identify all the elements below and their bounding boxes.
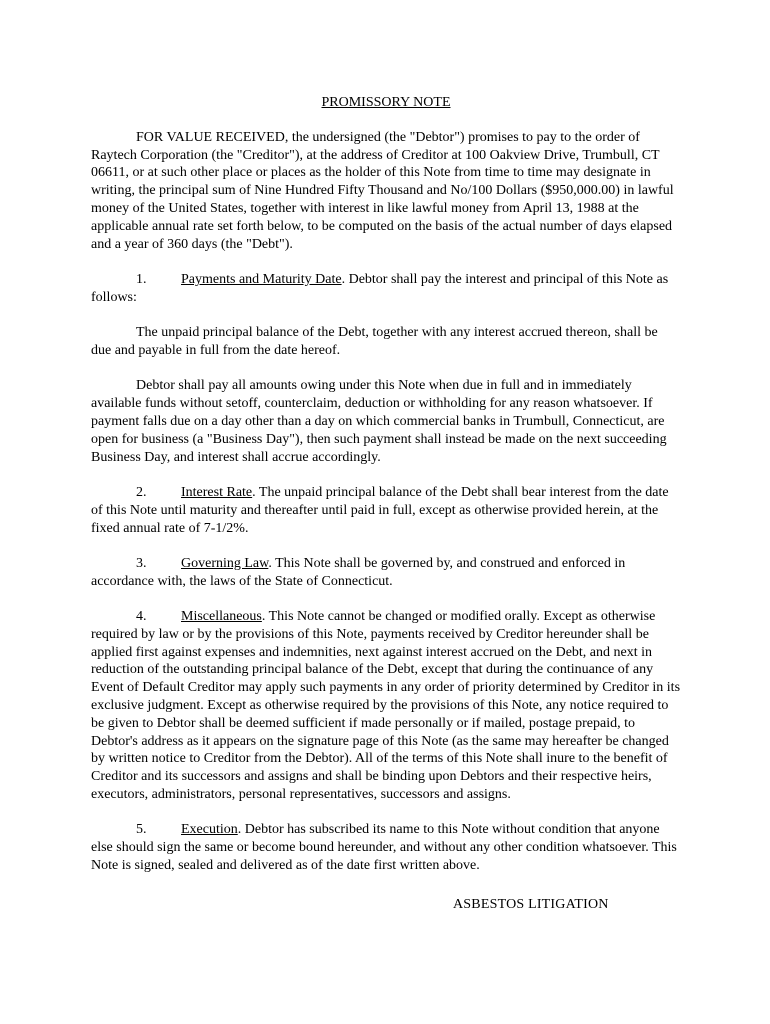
footer-label: ASBESTOS LITIGATION	[453, 897, 609, 912]
section-heading: Miscellaneous	[181, 609, 262, 625]
section-heading: Governing Law	[181, 555, 269, 571]
section-number: 4.	[136, 609, 147, 625]
section-number: 1.	[136, 271, 147, 287]
section-4	[91, 608, 681, 804]
section-number: 2.	[136, 484, 147, 500]
section-text: . Debtor has subscribed its name to this Note without condition that anyone else should sign the same or become bound hereunder, and without any other condition whatsoever. This Note is signed, sealed and delivered as of the date first written above.	[91, 822, 677, 874]
section-text: . This Note cannot be changed or modified orally. Except as otherwise required by law or by the provisions of this Note, payments received by Creditor hereunder shall be applied first against expenses and indemnities, next against interest accrued on the Debt, and next in reduction of the outstanding principal balance of the Debt, except that during the continuance of any Event of Default Creditor may apply such payments in any order of priority determined by Creditor in its exclusive judgment. Except as otherwise required by the provisions of this Note, any notice required to be given to Debtor shall be deemed sufficient if made personally or if mailed, postage prepaid, to Debtor's address as it appears on the signature page of this Note (as the same may hereafter be changed by written notice to Creditor from the Debtor). All of the terms of this Note shall inure to the benefit of Creditor and its successors and assigns and shall be binding upon Debtors and their respective heirs, executors, administrators, personal representatives, successors and assigns.	[91, 609, 681, 803]
section-text: . This Note shall be governed by, and construed and enforced in accordance with, the laws of the State of Connecticut.	[91, 555, 626, 589]
section-text: . The unpaid principal balance of the Debt shall bear interest from the date of this Note until maturity and thereafter until paid in full, except as otherwise provided herein, at the fixed annual rate of 7-1/2%.	[91, 484, 669, 536]
document-page	[91, 94, 681, 892]
section-1	[91, 271, 681, 307]
section-2	[91, 484, 681, 537]
payment-paragraph: The unpaid principal balance of the Debt, together with any interest accrued thereon, shall be due and payable in full from the date hereof.	[91, 325, 658, 358]
section-heading: Interest Rate	[181, 484, 253, 500]
section-text: . Debtor shall pay the interest and principal of this Note as follows:	[91, 271, 669, 305]
section-3	[91, 555, 681, 591]
section-heading: Payments and Maturity Date	[181, 271, 342, 287]
payment-paragraph: Debtor shall pay all amounts owing under this Note when due in full and in immediately available funds without setoff, counterclaim, deduction or withholding for any reason whatsoever. If payment falls due on a day other than a day on which commercial banks in Trumbull, Connecticut, are open for business (a "Business Day"), then such payment shall instead be made on the next succeeding Business Day, and interest shall accrue accordingly.	[91, 378, 667, 465]
document-title: PROMISSORY NOTE	[321, 95, 451, 110]
intro-paragraph: FOR VALUE RECEIVED, the undersigned (the "Debtor") promises to pay to the order of Raytech Corporation (the "Creditor"), at the address of Creditor at 100 Oakview Drive, Trumbull, CT 06611, or at such other place or places as the holder of this Note from time to time may designate in writing, the principal sum of Nine Hundred Fifty Thousand and No/100 Dollars ($950,000.00) in lawful money of the United States, together with interest in like lawful money from April 13, 1988 at the applicable annual rate set forth below, to be computed on the basis of the actual number of days elapsed and a year of 360 days (the "Debt").	[91, 129, 674, 252]
section-number: 5.	[136, 822, 147, 838]
section-heading: Execution	[181, 822, 238, 838]
section-5	[91, 821, 681, 874]
section-number: 3.	[136, 555, 147, 571]
